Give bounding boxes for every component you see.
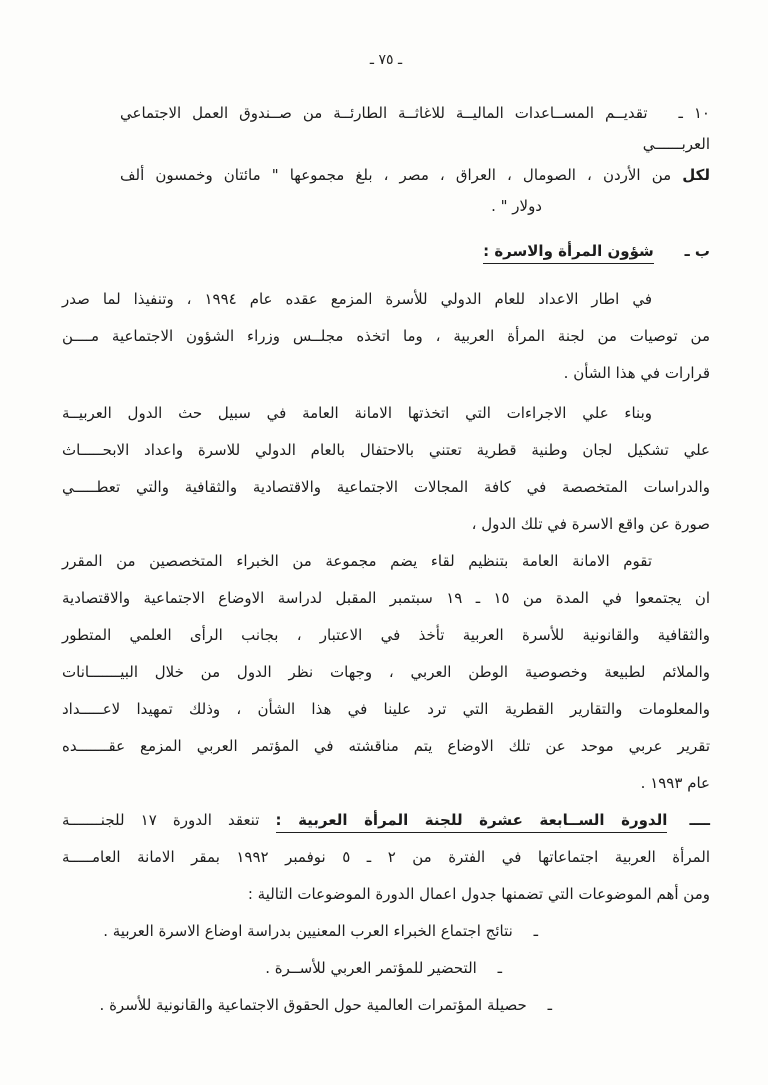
text-line: في اطار الاعداد للعام الدولي للأسرة المزمع عقده عام ١٩٩٤ ، وتنفيذا لما صدر — [62, 290, 652, 308]
item-text: من الأردن ، الصومال ، العراق ، مصر ، بلغ مجموعها " مائتان وخمسون ألف — [120, 166, 672, 184]
item-text-bold: لكل — [682, 166, 710, 184]
topic-dash: ـ — [533, 922, 538, 940]
topic-text: التحضير للمؤتمر العربي للأســرة . — [265, 959, 477, 977]
paragraph — [62, 281, 710, 392]
page-number: ـ ٧٥ ـ — [369, 52, 403, 68]
topic-item — [62, 913, 710, 950]
text-line: صورة عن واقع الاسرة في تلك الدول ، — [471, 515, 710, 533]
text-line: قرارات في هذا الشأن . — [563, 364, 710, 382]
topic-dash: ـ — [547, 996, 552, 1014]
topic-dash: ـ — [497, 959, 502, 977]
text-line: من توصيات من لجنة المرأة العربية ، وما اتخذه مجلــس وزراء الشؤون الاجتماعية مــــن — [62, 327, 710, 345]
text-line: ان يجتمعوا في المدة من ١٥ ـ ١٩ سبتمبر المقبل لدراسة الاوضاع الاجتماعية والاقتصادية — [62, 589, 711, 607]
text-line — [62, 802, 710, 839]
text-line: عام ١٩٩٣ . — [640, 774, 710, 792]
text-line — [120, 160, 710, 191]
session-heading-dash: ــــ — [689, 811, 710, 829]
paragraph — [62, 395, 710, 543]
topic-item — [62, 987, 710, 1024]
text-line: والثقافية والقانونية للأسرة العربية تأخذ في الاعتبار ، بجانب الرأى العلمي المتطور — [62, 626, 710, 644]
text-line: تقرير عربي موحد عن تلك الاوضاع يتم مناقشته في المؤتمر العربي المزمع عقـــــــده — [62, 737, 710, 755]
session-17-paragraph — [62, 802, 710, 913]
text-line: وبناء علي الاجراءات التي اتخذتها الامانة العامة في سبيل حث الدول العربيــة — [62, 404, 652, 422]
item-text: تقديــم المســاعدات الماليــة للاغاثــة الطارئــة من صــندوق العمل الاجتماعي العربــــــي — [120, 104, 710, 153]
section-marker: ب ـ — [684, 242, 710, 260]
text-line: دولار " . — [491, 197, 542, 215]
text-line: والدراسات المتخصصة في كافة المجالات الاجتماعية والاقتصادية والثقافية والتي تعطـــــي — [62, 478, 710, 496]
text-line: علي تشكيل لجان وطنية قطرية تعتني بالاحتفال بالعام الدولي للاسرة واعداد الابحـــــاث — [62, 441, 710, 459]
section-heading — [62, 238, 710, 264]
topic-text: نتائج اجتماع الخبراء العرب المعنيين بدراسة اوضاع الاسرة العربية . — [103, 922, 513, 940]
section-title: شؤون المرأة والاسرة : — [483, 242, 654, 264]
topic-text: حصيلة المؤتمرات العالمية حول الحقوق الاجتماعية والقانونية للأسرة . — [99, 996, 527, 1014]
text-line: المرأة العربية اجتماعاتها في الفترة من ٢ ـ ٥ نوفمبر ١٩٩٢ بمقر الامانة العامـــــة — [62, 848, 711, 866]
session-text: تنعقد الدورة ١٧ للجنـــــــة — [62, 811, 260, 829]
text-line: والملائم لطبيعة وخصوصية الوطن العربي ، وجهات نظر الدول من خلال البيـــــــانات — [62, 663, 710, 681]
text-line: والمعلومات والتقارير القطرية التي ترد علينا في هذا الشأن ، وذلك تمهيدا لاعـــــداد — [62, 700, 710, 718]
text-line: تقوم الامانة العامة بتنظيم لقاء يضم مجموعة من الخبراء المتخصصين من المقرر — [62, 552, 652, 570]
paragraph — [62, 543, 710, 802]
text-line — [120, 98, 710, 160]
text-line: ومن أهم الموضوعات التي تضمنها جدول اعمال الدورة الموضوعات التالية : — [247, 885, 710, 903]
item-number: ١٠ ـ — [678, 104, 710, 122]
session-title: الدورة الســابعة عشرة للجنة المرأة العربية : — [276, 811, 668, 833]
topic-item — [62, 950, 710, 987]
list-item-10 — [120, 98, 710, 222]
topic-list — [62, 913, 710, 1024]
